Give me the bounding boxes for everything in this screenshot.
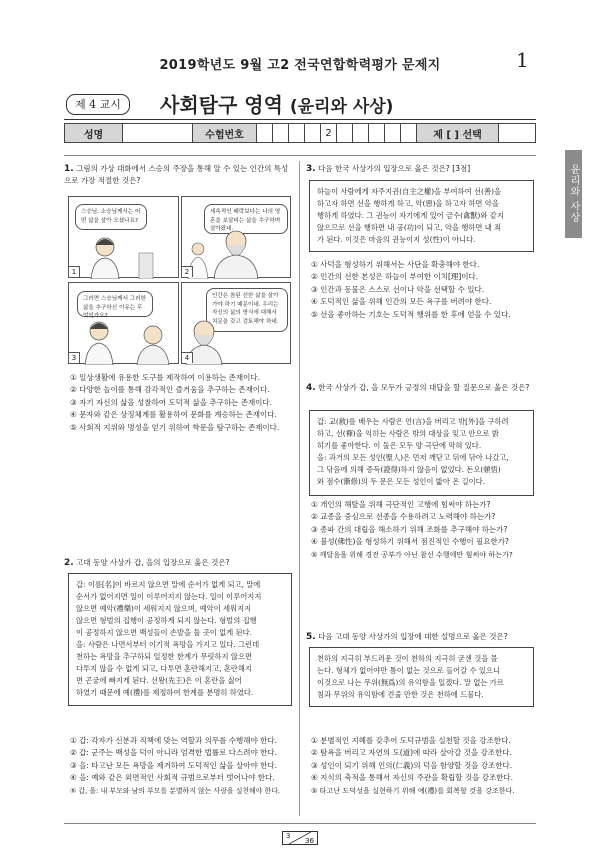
passage-line: 히기를 좋아한다. 이 둘은 모두 양 극단에 막혀 있다. xyxy=(317,441,482,450)
subject-title xyxy=(160,89,393,118)
passage-line: 천하는 욕망을 추구하되 일정한 한계가 무릿하지 않으면 xyxy=(76,652,253,661)
speech-bubble: 인간은 참된 선한 삶을 살아가야 하기 때문이네. 우리는 자신의 삶의 방식에 대해서 치문을 갖고 검토해야 하네. xyxy=(206,288,288,332)
q4-passage-box xyxy=(309,410,534,496)
choice-4[interactable]: ④ 불성(佛性)을 형성하기 위해서 점진적인 수행이 필요한가? xyxy=(311,537,510,547)
question-number: 3. xyxy=(306,164,316,174)
passage-line: 갑: 교(敎)를 배우는 사람은 언(言)을 버리고 밖[外]을 구하려 xyxy=(317,417,509,426)
passage-line: 는다. 형체가 없어야만 틈이 없는 것으로 들어갈 수 있으니 xyxy=(317,666,500,675)
q2-passage-box xyxy=(68,573,292,706)
q5-passage-box xyxy=(309,647,534,707)
choice-2[interactable]: ② 교종을 중심으로 선종을 수용하려고 노력해야 하는가? xyxy=(311,512,496,522)
question-number: 2. xyxy=(64,558,74,568)
side-tab: 윤리와 사상 xyxy=(565,150,582,238)
q2-choices xyxy=(70,735,296,797)
exam-number-box[interactable] xyxy=(305,124,321,142)
student-figure-icon xyxy=(75,317,175,365)
page-counter xyxy=(282,831,318,845)
panel-number: 4 xyxy=(182,352,193,363)
q4-choices xyxy=(311,499,539,561)
passage-line: 그 닦음에 의해 증득(證得)하지 않음이 없었다. 돈오(頓悟) xyxy=(317,465,501,474)
passage-line: 가 된다. 이것은 마음의 권능이지 성(性)이 아니다. xyxy=(317,235,476,244)
passage-line: 않으면 예악(禮樂)이 세워지지 않으며, 예악이 세워지지 xyxy=(76,604,252,613)
passage-line: 않으면 형벌의 집행이 공정하게 되지 않는다. 형벌의 집행 xyxy=(76,616,257,625)
name-label: 성명 xyxy=(65,124,123,142)
comic-panel-4 xyxy=(181,282,291,364)
exam-number-digit: 2 xyxy=(321,124,337,142)
question-text: 다음 한국 사상가의 입장으로 옳은 것은? [3점] xyxy=(318,164,471,173)
exam-number-label: 수험번호 xyxy=(193,124,257,142)
exam-number-box[interactable] xyxy=(385,124,401,142)
question-text: 한국 사상가 갑, 을 모두가 긍정의 대답을 할 질문으로 옳은 것은? xyxy=(318,383,530,392)
passage-line: 갑: 이름[名]이 바르지 않으면 말에 순서가 없게 되고, 말에 xyxy=(76,580,261,589)
exam-number-box[interactable] xyxy=(257,124,273,142)
choice-3[interactable]: ③ 성인이 되기 위해 인의(仁義)의 덕을 함양할 것을 강조한다. xyxy=(311,760,513,770)
choice-2[interactable]: ② 다양한 놀이를 통해 감각적인 즐거움을 추구하는 존재이다. xyxy=(70,385,270,395)
passage-line: 을: 사람은 나면서부터 이기적 욕망을 가지고 있다. 그런데 xyxy=(76,640,260,649)
subject-sub: (윤리와 사상) xyxy=(289,97,394,117)
info-bar xyxy=(64,123,536,143)
comic-panel-1 xyxy=(68,196,179,278)
passage-line: 을: 과거의 모든 성인(聖人)은 먼저 깨닫고 뒤에 닦아 나갔고, xyxy=(317,453,509,462)
choice-1[interactable]: ① 사덕을 형성하기 위해서는 사단을 확충해야 한다. xyxy=(311,260,480,269)
exam-number-box[interactable] xyxy=(337,124,353,142)
panel-number: 2 xyxy=(182,266,193,277)
passage-line: 하늘이 사람에게 자주지권(自主之權)을 부여하여 선(善)을 xyxy=(317,187,502,196)
choice-field[interactable] xyxy=(499,124,535,142)
exam-number-box[interactable] xyxy=(369,124,385,142)
speech-bubble: 스승님, 소승님께서는 어떤 삶을 살아 오셨나요? xyxy=(75,204,147,230)
choice-label: 제 [ ] 선택 xyxy=(417,124,499,142)
q1-choices xyxy=(70,372,296,434)
question-1 xyxy=(64,163,290,187)
footer-rule xyxy=(64,823,536,824)
speech-bubble: 그러면 스승님께서 그러한 삶을 추구하신 이유는 무엇인가요? xyxy=(77,291,153,317)
q5-choices xyxy=(311,735,539,797)
choice-3[interactable]: ③ 인간과 동물은 스스로 선이나 악을 선택할 수 있다. xyxy=(311,284,485,294)
column-divider xyxy=(299,161,300,816)
choice-3[interactable]: ③ 을: 타고난 모든 욕망을 제거하여 도덕적인 삶을 살아야 한다. xyxy=(70,760,277,770)
choice-1[interactable]: ① 개인의 해탈을 위해 극단적인 고행에 힘써야 하는가? xyxy=(311,500,491,509)
passage-line: 이것으로 나는 무위(無爲)의 유익함을 일겠다. 말 없는 가르 xyxy=(317,678,504,687)
speech-bubble: 세속적인 쾌락보다는 나의 영혼을 보살피는 삶을 추구하며 살아왔네. xyxy=(204,204,288,234)
question-5 xyxy=(306,631,534,643)
teacher-figure-icon xyxy=(186,227,286,279)
passage-line: 다투지 않을 수 없게 되고, 다투면 혼란해지고, 혼란해지 xyxy=(76,664,252,673)
total-pages: 36 xyxy=(305,837,314,845)
choice-4[interactable]: ④ 도덕적인 삶을 위해 인간의 모든 욕구를 버려야 한다. xyxy=(311,297,492,307)
choice-5[interactable]: ⑤ 깨달음을 위해 경전 공부가 아닌 참선 수행에만 힘써야 하는가? xyxy=(311,549,513,559)
choice-4[interactable]: ④ 을: 예와 같은 외면적인 사회적 규범으로부터 벗어나야 한다. xyxy=(70,773,275,783)
choice-2[interactable]: ② 갑: 군주는 백성을 덕이 아니라 엄격한 법률로 다스려야 한다. xyxy=(70,748,277,758)
page-number: 1 xyxy=(516,48,529,72)
choice-2[interactable]: ② 인간의 선한 본성은 하늘이 부여한 이치[理]이다. xyxy=(311,272,479,282)
student-figure-icon xyxy=(83,233,173,279)
passage-line: 순서가 없어지면 일이 이루어지지 않는다. 일이 이루어지지 xyxy=(76,592,262,601)
choice-4[interactable]: ④ 문자와 같은 상징체계를 활용하여 문화를 계승하는 존재이다. xyxy=(70,410,277,420)
exam-title: 2019학년도 9월 고2 전국연합학력평가 문제지 xyxy=(159,58,441,73)
passage-line: 와 점수(漸修)의 두 문은 모든 성인이 밟아 온 길이다. xyxy=(317,477,486,486)
subject-main: 사회탐구 영역 xyxy=(160,93,283,117)
exam-number-box[interactable] xyxy=(401,124,417,142)
question-2 xyxy=(64,557,290,569)
passage-line: 않으므로 선을 행하면 내 공(功)이 되고, 악을 행하면 내 죄 xyxy=(317,223,502,232)
exam-number-box[interactable] xyxy=(289,124,305,142)
choice-1[interactable]: ① 일상생활에 유용한 도구를 제작하여 이용하는 존재이다. xyxy=(70,373,261,382)
q3-passage-box xyxy=(309,180,534,252)
choice-5[interactable]: ⑤ 사회적 지위와 명성을 얻기 위하여 학문을 탐구하는 존재이다. xyxy=(70,422,280,432)
choice-5[interactable]: ⑤ 타고난 도덕성을 실현하기 위해 예(禮)를 회복할 것을 강조한다. xyxy=(311,785,515,795)
question-text: 다음 고대 동양 사상가의 입장에 대한 설명으로 옳은 것은? xyxy=(318,632,508,641)
question-number: 5. xyxy=(306,632,316,642)
choice-1[interactable]: ① 분별적인 지혜를 갖추어 도덕규범을 실천할 것을 강조한다. xyxy=(311,736,511,745)
passage-line: 하고, 선(禪)을 익히는 사람은 밖의 대상을 잊고 안으로 밝 xyxy=(317,429,499,438)
choice-3[interactable]: ③ 종파 간의 대립을 해소하기 위해 조화를 추구해야 하는가? xyxy=(311,524,508,534)
question-text: 그림의 가상 대화에서 스승의 주장을 통해 알 수 있는 인간의 특성으로 가장 적절한 것은? xyxy=(64,164,289,185)
passage-line: 이 공정하지 않으면 백성들이 손발을 둘 곳이 없게 된다. xyxy=(76,628,252,637)
header-rule xyxy=(64,119,536,120)
choice-3[interactable]: ③ 자기 자신의 삶을 성찰하여 도덕적 삶을 추구하는 존재이다. xyxy=(70,397,273,407)
choice-4[interactable]: ④ 지식의 축적을 통해서 자신의 주관을 확립할 것을 강조한다. xyxy=(311,773,514,783)
exam-number-box[interactable] xyxy=(353,124,369,142)
panel-number: 1 xyxy=(69,266,80,277)
passage-line: 침과 무위의 유익함에 견줄 만한 것은 천하에 드물다. xyxy=(317,690,484,699)
section-rule xyxy=(64,155,536,156)
passage-line: 면 곤궁에 빠지게 된다. 선왕(先王)은 이 혼란을 싫어 xyxy=(76,676,242,685)
question-3 xyxy=(306,163,534,175)
choice-5[interactable]: ⑤ 갑, 을: 내 부모와 남의 부모를 분별하지 않는 사랑을 실천해야 한다. xyxy=(70,786,281,795)
passage-line: 행하게 하였다. 그 권능이 자기에게 있어 금수(禽獸)와 같지 xyxy=(317,211,504,220)
choice-2[interactable]: ② 탐욕을 버리고 자연의 도(道)에 따라 살아갈 것을 강조한다. xyxy=(311,748,512,758)
choice-1[interactable]: ① 갑: 각자가 신분과 직책에 맞는 역할과 의무를 수행해야 한다. xyxy=(70,736,277,745)
passage-line: 천하의 지극히 부드러운 것이 천하의 지극히 굳센 것을 몰 xyxy=(317,654,498,663)
passage-line: 하고자 하면 선을 행하게 하고, 악(惡)을 하고자 하면 악을 xyxy=(317,199,499,208)
period-badge: 제 4 교시 xyxy=(66,94,130,115)
question-text: 고대 동양 사상가 갑, 을의 입장으로 옳은 것은? xyxy=(76,558,230,567)
name-field[interactable] xyxy=(123,124,193,142)
q3-choices xyxy=(311,259,539,321)
comic-panel-3 xyxy=(68,282,179,364)
panel-number: 3 xyxy=(69,352,80,363)
question-number: 4. xyxy=(306,383,316,393)
exam-number-box[interactable] xyxy=(273,124,289,142)
choice-5[interactable]: ⑤ 선을 좋아하는 기호는 도덕적 행위를 한 후에 얻을 수 있다. xyxy=(311,309,511,319)
passage-line: 하였기 때문에 예(禮)를 제정하여 한계를 분명히 하였다. xyxy=(76,688,254,697)
current-page: 3 xyxy=(286,832,291,840)
question-4 xyxy=(306,382,534,394)
comic-panel-2 xyxy=(181,196,291,278)
question-number: 1. xyxy=(64,164,74,174)
